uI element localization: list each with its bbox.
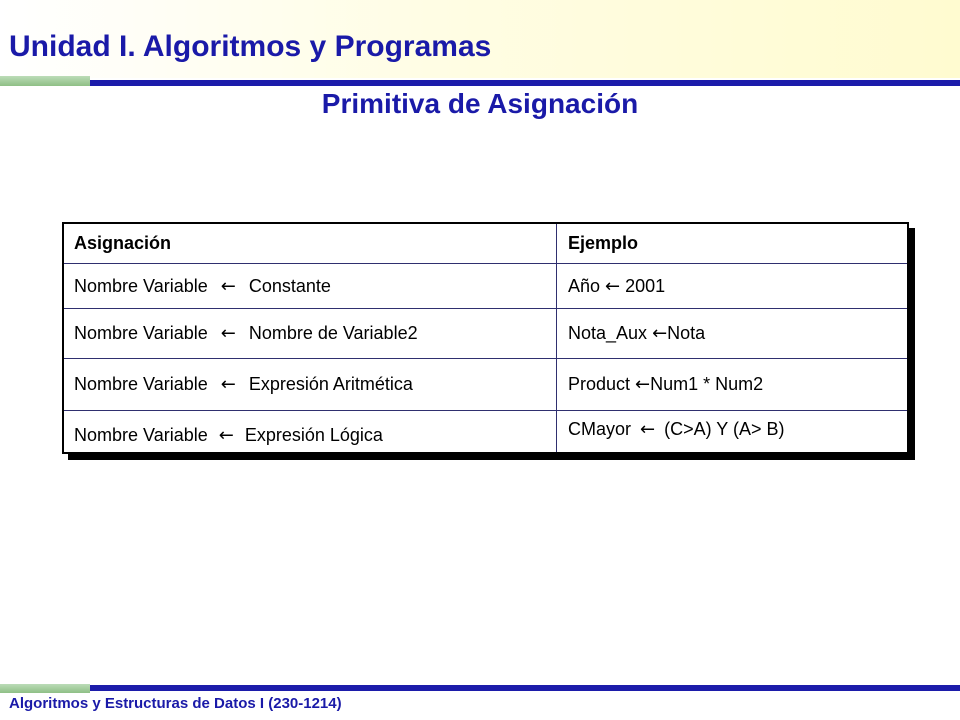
asignacion-cell	[74, 359, 554, 410]
asignacion-source: Expresión Aritmética	[243, 374, 413, 394]
assign-arrow-icon: ←	[640, 419, 656, 440]
header-ejemplo: Ejemplo	[568, 233, 639, 253]
asignacion-target: Nombre Variable	[74, 275, 213, 296]
asignacion-source: Expresión Lógica	[239, 425, 383, 445]
assign-arrow-icon: ←	[220, 374, 236, 395]
asignacion-source: Nombre de Variable2	[243, 323, 418, 343]
header-rule	[90, 80, 960, 86]
ejemplo-target: Product	[568, 374, 636, 394]
table-row	[64, 359, 907, 411]
assign-arrow-icon: ←	[218, 425, 234, 446]
assign-arrow-icon: ←	[220, 275, 236, 297]
table-row	[64, 264, 907, 309]
asignacion-target: Nombre Variable	[74, 374, 213, 394]
header-accent-green	[0, 76, 90, 86]
asignacion-source: Constante	[243, 275, 331, 296]
slide-subtitle: Primitiva de Asignación	[321, 88, 639, 119]
ejemplo-cell	[568, 359, 903, 410]
ejemplo-target: Año	[568, 275, 606, 296]
ejemplo-cell	[568, 309, 903, 358]
ejemplo-source: (C>A) Y (A> B)	[659, 419, 785, 439]
assign-arrow-icon: ←	[635, 374, 651, 395]
asignacion-cell	[74, 309, 554, 358]
table-header-row	[64, 224, 907, 264]
footer-accent-green	[0, 684, 90, 693]
ejemplo-target: CMayor	[568, 419, 637, 439]
asignacion-cell	[74, 411, 554, 452]
header-asignacion: Asignación	[74, 233, 172, 253]
asignacion-target: Nombre Variable	[74, 323, 213, 343]
asignacion-target: Nombre Variable	[74, 425, 213, 445]
assign-arrow-icon: ←	[652, 323, 668, 344]
ejemplo-cell	[568, 411, 903, 452]
table-row	[64, 411, 907, 452]
footer-rule	[90, 685, 960, 691]
footer-course-title: Algoritmos y Estructuras de Datos I (230-1214)	[9, 695, 342, 712]
ejemplo-source: Nota	[667, 323, 706, 343]
assignment-table	[62, 222, 909, 454]
ejemplo-source: 2001	[620, 275, 666, 296]
ejemplo-source: Num1 * Num2	[650, 374, 764, 394]
asignacion-cell	[74, 264, 554, 308]
assign-arrow-icon: ←	[605, 275, 621, 297]
ejemplo-cell	[568, 264, 903, 308]
ejemplo-target: Nota_Aux	[568, 323, 653, 343]
page-title: Unidad I. Algoritmos y Programas	[9, 30, 492, 63]
table-row	[64, 309, 907, 359]
assign-arrow-icon: ←	[220, 323, 236, 344]
